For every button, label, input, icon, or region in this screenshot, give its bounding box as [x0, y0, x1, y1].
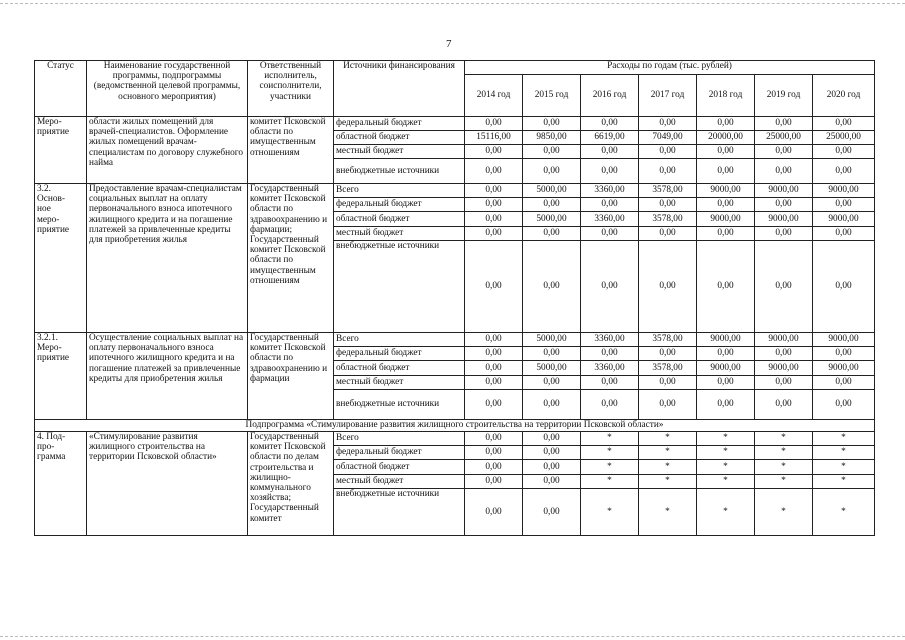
amount-cell: 0,00 [697, 159, 755, 184]
funding-source: местный бюджет [334, 145, 465, 159]
amount-cell: 0,00 [697, 145, 755, 159]
amount-cell: * [697, 460, 755, 475]
header-row [35, 61, 875, 75]
amount-cell: 0,00 [465, 432, 523, 446]
amount-cell: 0,00 [523, 145, 581, 159]
amount-cell: 0,00 [465, 198, 523, 212]
amount-cell: 7049,00 [639, 131, 697, 145]
amount-cell: 0,00 [755, 347, 813, 361]
amount-cell: * [755, 475, 813, 489]
amount-cell: 0,00 [813, 198, 875, 212]
amount-cell: 3578,00 [639, 333, 697, 347]
amount-cell: 0,00 [813, 117, 875, 131]
amount-cell: 0,00 [639, 227, 697, 241]
amount-cell: 0,00 [755, 241, 813, 333]
amount-cell: 0,00 [813, 241, 875, 333]
amount-cell: 25000,00 [755, 131, 813, 145]
header-executor: Ответственный исполнитель, соисполнители, участники [248, 61, 334, 117]
amount-cell: 0,00 [523, 489, 581, 536]
amount-cell: 0,00 [523, 159, 581, 184]
funding-source: областной бюджет [334, 212, 465, 227]
name-cell: Осуществление социальных выплат на оплату первоначального взноса ипотечного жилищного кредита и на погашение платежей за привлеченные кредиты для приобретения жилья [87, 333, 248, 420]
amount-cell: 0,00 [639, 145, 697, 159]
amount-cell: 0,00 [465, 117, 523, 131]
funding-source: Всего [334, 432, 465, 446]
amount-cell: 9000,00 [697, 212, 755, 227]
funding-source: внебюджетные источники [334, 241, 465, 333]
amount-cell: 20000,00 [697, 131, 755, 145]
amount-cell: 9000,00 [697, 333, 755, 347]
amount-cell: 0,00 [755, 376, 813, 390]
amount-cell: 0,00 [465, 333, 523, 347]
amount-cell: * [813, 475, 875, 489]
amount-cell: 0,00 [639, 347, 697, 361]
amount-cell: 0,00 [581, 159, 639, 184]
scan-edge-bottom [0, 636, 905, 638]
amount-cell: 0,00 [465, 361, 523, 376]
amount-cell: 9000,00 [813, 184, 875, 198]
amount-cell: 0,00 [639, 390, 697, 420]
status-cell: 4. Под- про- грамма [35, 432, 87, 536]
amount-cell: 3360,00 [581, 212, 639, 227]
amount-cell: * [639, 489, 697, 536]
executor-cell: Государственный комитет Псковской области по здравоохранению и фармации; Государственный комитет Псковской области по имущественным отношениям [248, 184, 334, 333]
amount-cell: 9000,00 [755, 212, 813, 227]
funding-source: федеральный бюджет [334, 117, 465, 131]
amount-cell: * [581, 446, 639, 460]
executor-cell: комитет Псковской области по имущественным отношениям [248, 117, 334, 184]
funding-source: федеральный бюджет [334, 446, 465, 460]
table-row [35, 432, 875, 446]
amount-cell: * [639, 446, 697, 460]
header-status: Статус [35, 61, 87, 117]
amount-cell: * [755, 432, 813, 446]
amount-cell: * [639, 460, 697, 475]
amount-cell: 0,00 [523, 241, 581, 333]
funding-source: Всего [334, 333, 465, 347]
funding-source: областной бюджет [334, 131, 465, 145]
amount-cell: 25000,00 [813, 131, 875, 145]
amount-cell: 9000,00 [755, 333, 813, 347]
amount-cell: 9000,00 [813, 361, 875, 376]
amount-cell: 0,00 [581, 347, 639, 361]
name-cell: «Стимулирование развития жилищного строительства на территории Псковской области» [87, 432, 248, 536]
amount-cell: * [639, 432, 697, 446]
amount-cell: 0,00 [697, 227, 755, 241]
amount-cell: 0,00 [813, 376, 875, 390]
amount-cell: * [697, 489, 755, 536]
funding-source: Всего [334, 184, 465, 198]
amount-cell: * [813, 446, 875, 460]
amount-cell: 0,00 [465, 446, 523, 460]
amount-cell: 0,00 [465, 390, 523, 420]
amount-cell: 0,00 [523, 475, 581, 489]
amount-cell: 0,00 [813, 145, 875, 159]
amount-cell: * [813, 489, 875, 536]
funding-source: федеральный бюджет [334, 198, 465, 212]
funding-source: внебюджетные источники [334, 159, 465, 184]
amount-cell: 0,00 [465, 159, 523, 184]
funding-source: внебюджетные источники [334, 390, 465, 420]
amount-cell: 3360,00 [581, 361, 639, 376]
amount-cell: 0,00 [465, 145, 523, 159]
amount-cell: 5000,00 [523, 184, 581, 198]
funding-source: местный бюджет [334, 376, 465, 390]
amount-cell: 0,00 [813, 347, 875, 361]
header-year: 2016 год [581, 75, 639, 117]
header-year: 2015 год [523, 75, 581, 117]
amount-cell: 0,00 [523, 117, 581, 131]
amount-cell: 0,00 [581, 198, 639, 212]
amount-cell: 0,00 [813, 390, 875, 420]
amount-cell: 5000,00 [523, 361, 581, 376]
amount-cell: 3360,00 [581, 184, 639, 198]
table-row [35, 184, 875, 198]
amount-cell: 0,00 [523, 446, 581, 460]
amount-cell: 0,00 [465, 460, 523, 475]
amount-cell: 0,00 [581, 145, 639, 159]
funding-source: областной бюджет [334, 460, 465, 475]
amount-cell: 3578,00 [639, 361, 697, 376]
header-year: 2019 год [755, 75, 813, 117]
header-year: 2014 год [465, 75, 523, 117]
amount-cell: * [813, 432, 875, 446]
amount-cell: 0,00 [465, 212, 523, 227]
amount-cell: * [581, 475, 639, 489]
amount-cell: 0,00 [523, 460, 581, 475]
amount-cell: * [755, 489, 813, 536]
amount-cell: 0,00 [581, 117, 639, 131]
amount-cell: 0,00 [581, 376, 639, 390]
amount-cell: 0,00 [813, 227, 875, 241]
amount-cell: 0,00 [639, 159, 697, 184]
amount-cell: 0,00 [697, 376, 755, 390]
amount-cell: 9850,00 [523, 131, 581, 145]
amount-cell: 0,00 [639, 198, 697, 212]
amount-cell: 0,00 [523, 390, 581, 420]
amount-cell: 0,00 [755, 159, 813, 184]
amount-cell: 9000,00 [813, 333, 875, 347]
funding-source: федеральный бюджет [334, 347, 465, 361]
amount-cell: * [813, 460, 875, 475]
executor-cell: Государственный комитет Псковской области по здравоохранению и фармации [248, 333, 334, 420]
status-cell: Меро- приятие [35, 117, 87, 184]
amount-cell: 0,00 [523, 227, 581, 241]
amount-cell: 3578,00 [639, 184, 697, 198]
header-year: 2017 год [639, 75, 697, 117]
amount-cell: 0,00 [523, 376, 581, 390]
amount-cell: 3578,00 [639, 212, 697, 227]
funding-source: внебюджетные источники [334, 489, 465, 536]
amount-cell: 9000,00 [755, 184, 813, 198]
amount-cell: 0,00 [523, 432, 581, 446]
status-cell: 3.2. Основ- ное меро- приятие [35, 184, 87, 333]
amount-cell: 0,00 [465, 241, 523, 333]
amount-cell: 9000,00 [697, 361, 755, 376]
amount-cell: 0,00 [755, 227, 813, 241]
amount-cell: 0,00 [639, 376, 697, 390]
page-number: 7 [446, 38, 452, 50]
amount-cell: 9000,00 [697, 184, 755, 198]
amount-cell: 3360,00 [581, 333, 639, 347]
amount-cell: 0,00 [697, 198, 755, 212]
amount-cell: * [581, 460, 639, 475]
amount-cell: 0,00 [465, 376, 523, 390]
amount-cell: 0,00 [697, 241, 755, 333]
table-row [35, 333, 875, 347]
amount-cell: 5000,00 [523, 333, 581, 347]
amount-cell: 0,00 [465, 227, 523, 241]
amount-cell: * [697, 475, 755, 489]
name-cell: Предоставление врачам-специалистам социальных выплат на оплату первоначального взноса ипотечного жилищного кредита и на погашение платежей за привлеченные кредиты для приобретения жилья [87, 184, 248, 333]
amount-cell: * [581, 489, 639, 536]
amount-cell: * [581, 432, 639, 446]
section-row [35, 420, 875, 432]
executor-cell: Государственный комитет Псковской области по делам строительства и жилищно-коммунального хозяйства; Государственный комитет [248, 432, 334, 536]
header-name: Наименование государственной программы, подпрограммы (ведомственной целевой программы, основного мероприятия) [87, 61, 248, 117]
amount-cell: 0,00 [639, 241, 697, 333]
amount-cell: 0,00 [755, 145, 813, 159]
amount-cell: 0,00 [697, 117, 755, 131]
amount-cell: 0,00 [581, 241, 639, 333]
amount-cell: * [697, 432, 755, 446]
amount-cell: 0,00 [465, 347, 523, 361]
header-expenses: Расходы по годам (тыс. рублей) [465, 61, 875, 75]
amount-cell: * [755, 446, 813, 460]
amount-cell: 9000,00 [813, 212, 875, 227]
amount-cell: 0,00 [581, 390, 639, 420]
amount-cell: 0,00 [523, 347, 581, 361]
amount-cell: 0,00 [523, 198, 581, 212]
amount-cell: 0,00 [465, 489, 523, 536]
amount-cell: 0,00 [465, 475, 523, 489]
amount-cell: * [755, 460, 813, 475]
name-cell: области жилых помещений для врачей-специалистов. Оформление жилых помещений врачам-специалистам по договору служебного найма [87, 117, 248, 184]
amount-cell: * [697, 446, 755, 460]
amount-cell: 5000,00 [523, 212, 581, 227]
subprogram-title: Подпрограмма «Стимулирование развития жилищного строительства на территории Псковской области» [35, 420, 875, 432]
amount-cell: * [639, 475, 697, 489]
funding-source: областной бюджет [334, 361, 465, 376]
funding-source: местный бюджет [334, 475, 465, 489]
budget-table [34, 60, 875, 536]
funding-source: местный бюджет [334, 227, 465, 241]
amount-cell: 0,00 [813, 159, 875, 184]
amount-cell: 15116,00 [465, 131, 523, 145]
scan-edge-top [0, 3, 905, 5]
amount-cell: 0,00 [697, 390, 755, 420]
table-row [35, 117, 875, 131]
amount-cell: 0,00 [639, 117, 697, 131]
amount-cell: 0,00 [755, 198, 813, 212]
amount-cell: 0,00 [755, 390, 813, 420]
amount-cell: 6619,00 [581, 131, 639, 145]
header-year: 2020 год [813, 75, 875, 117]
amount-cell: 0,00 [465, 184, 523, 198]
amount-cell: 0,00 [755, 117, 813, 131]
header-year: 2018 год [697, 75, 755, 117]
amount-cell: 0,00 [697, 347, 755, 361]
status-cell: 3.2.1. Меро- приятие [35, 333, 87, 420]
amount-cell: 9000,00 [755, 361, 813, 376]
header-sources: Источники финансирования [334, 61, 465, 117]
amount-cell: 0,00 [581, 227, 639, 241]
